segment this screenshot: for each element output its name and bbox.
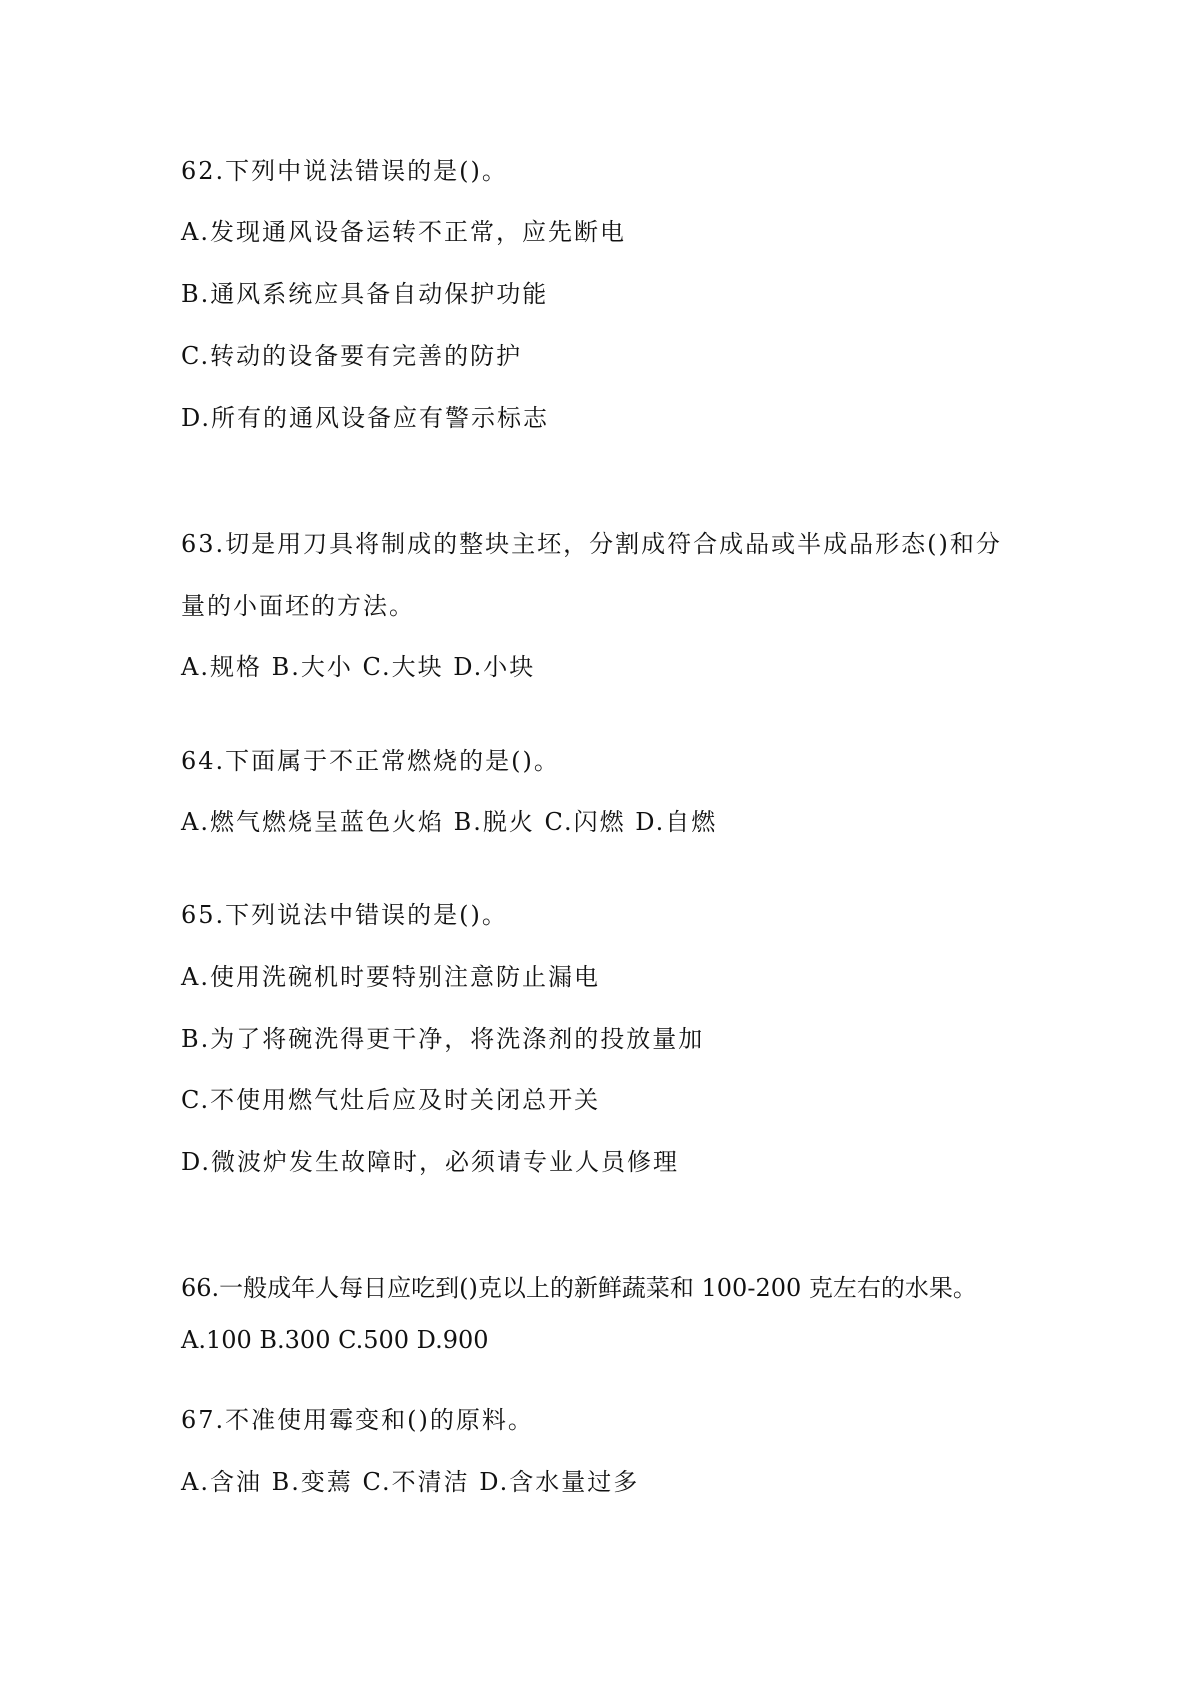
question-63-options: A.规格 B.大小 C.大块 D.小块	[181, 653, 536, 681]
question-67-stem: 67.不准使用霉变和()的原料。	[181, 1406, 534, 1434]
question-62-option-b: B.通风系统应具备自动保护功能	[181, 280, 549, 308]
question-62-option-a: A.发现通风设备运转不正常，应先断电	[181, 218, 626, 246]
question-62-stem: 62.下列中说法错误的是()。	[181, 157, 508, 185]
question-65-option-c: C.不使用燃气灶后应及时关闭总开关	[181, 1086, 601, 1114]
question-65-stem: 65.下列说法中错误的是()。	[181, 901, 508, 929]
question-64-options: A.燃气燃烧呈蓝色火焰 B.脱火 C.闪燃 D.自燃	[181, 808, 718, 836]
question-65-option-b: B.为了将碗洗得更干净，将洗涤剂的投放量加	[181, 1025, 705, 1053]
question-67-options: A.含油 B.变蔫 C.不清洁 D.含水量过多	[181, 1468, 640, 1496]
question-64-stem: 64.下面属于不正常燃烧的是()。	[181, 747, 560, 775]
question-62-option-d: D.所有的通风设备应有警示标志	[181, 404, 550, 432]
question-63-stem-line-1: 63.切是用刀具将制成的整块主坯，分割成符合成品或半成品形态()和分	[181, 530, 1002, 558]
question-65-option-a: A.使用洗碗机时要特别注意防止漏电	[181, 963, 600, 991]
question-63-stem-line-2: 量的小面坯的方法。	[181, 592, 415, 620]
question-65-option-d: D.微波炉发生故障时，必须请专业人员修理	[181, 1148, 680, 1176]
question-62-option-c: C.转动的设备要有完善的防护	[181, 342, 523, 370]
question-66-options: A.100 B.300 C.500 D.900	[181, 1326, 489, 1354]
question-66-stem: 66.一般成年人每日应吃到()克以上的新鲜蔬菜和 100-200 克左右的水果。	[181, 1274, 977, 1302]
